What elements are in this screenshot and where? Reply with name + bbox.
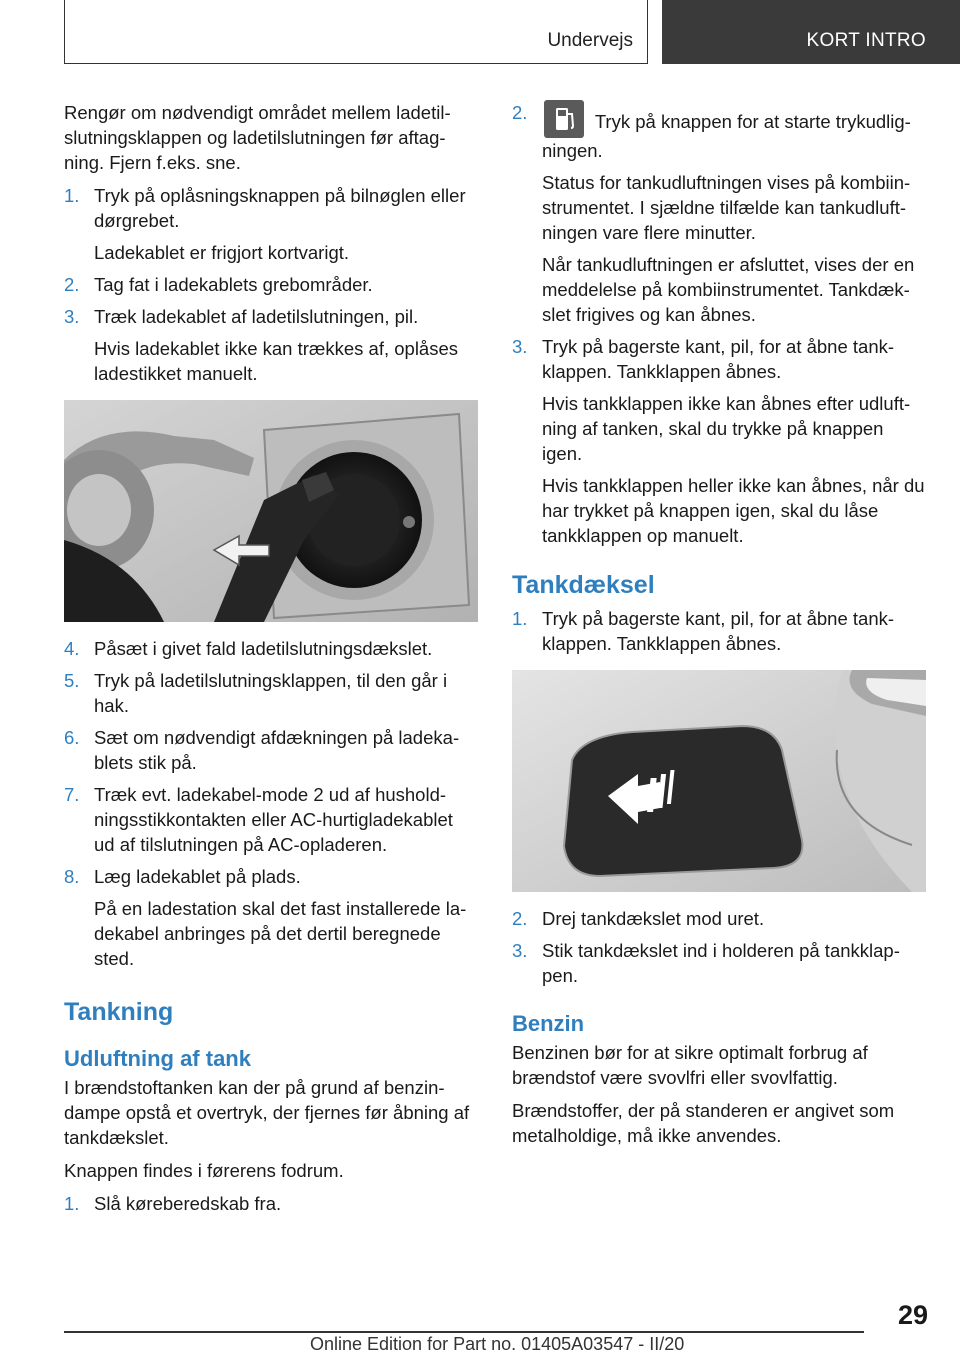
list-item bbox=[512, 606, 926, 656]
charging-connector-photo bbox=[64, 400, 478, 622]
step-number: 3. bbox=[64, 306, 80, 327]
step-number: 1. bbox=[64, 1193, 80, 1214]
heading-udluftning: Udluftning af tank bbox=[64, 1046, 251, 1071]
heading-tankdaeksel: Tankdæksel bbox=[512, 571, 655, 599]
step-number: 2. bbox=[512, 102, 528, 123]
step-number: 1. bbox=[64, 185, 80, 206]
step-number: 4. bbox=[64, 638, 80, 659]
list-item bbox=[64, 183, 478, 233]
step3-notes bbox=[512, 391, 926, 548]
step-text: Sæt om nødvendigt afdækningen på ladekablets stik på. bbox=[94, 727, 460, 773]
heading-tankning: Tankning bbox=[64, 998, 174, 1026]
list-item bbox=[64, 272, 478, 297]
paragraph-button-location: Knappen findes i førerens fodrum. bbox=[64, 1160, 344, 1181]
fuel-pump-button-icon bbox=[544, 100, 584, 138]
footer-divider bbox=[64, 1331, 864, 1333]
list-item bbox=[64, 782, 478, 857]
step-text: Påsæt i givet fald ladetilslutningsdækslet. bbox=[94, 638, 433, 659]
list-item bbox=[512, 906, 926, 931]
step-number: 6. bbox=[64, 727, 80, 748]
step-text: Tryk på knappen for at starte trykudligningen. bbox=[542, 111, 911, 161]
step-text: Slå køreberedskab fra. bbox=[94, 1193, 282, 1214]
list-item bbox=[64, 1191, 478, 1216]
step-number: 1. bbox=[512, 608, 528, 629]
fuel-flap-photo bbox=[512, 670, 926, 892]
steps-list-b bbox=[64, 636, 478, 971]
list-item bbox=[64, 668, 478, 718]
step-number: 2. bbox=[512, 908, 528, 929]
step-text: Tryk på bagerste kant, pil, for at åbne tankklappen. Tankklappen åbnes. bbox=[542, 336, 895, 382]
header-chapter-label: KORT INTRO bbox=[806, 30, 926, 51]
header-section-tab bbox=[64, 0, 648, 64]
steps-list-open bbox=[512, 334, 926, 384]
paragraph-overpressure: I brændstoftanken kan der på grund af benzindampe opstå et overtryk, der fjernes før åbning af tankdækslet. bbox=[64, 1077, 470, 1148]
paragraph-benzin-metal: Brændstoffer, der på standeren er angivet som metalholdige, må ikke anvendes. bbox=[512, 1100, 895, 1146]
step-number: 3. bbox=[512, 940, 528, 961]
step-number: 2. bbox=[64, 274, 80, 295]
step-number: 8. bbox=[64, 866, 80, 887]
steps-list-c bbox=[64, 1191, 478, 1216]
step-text: Tryk på oplåsningsknappen på bilnøglen eller dørgrebet. bbox=[94, 185, 466, 231]
list-item bbox=[64, 864, 478, 889]
right-column bbox=[512, 100, 926, 1156]
list-item bbox=[64, 304, 478, 329]
list-item bbox=[512, 100, 926, 163]
intro-paragraph: Rengør om nødvendigt området mellem ladetilslutningsklappen og ladetilslutningen før aftagning. Fjern f.eks. sne. bbox=[64, 102, 451, 173]
step-text: Tag fat i ladekablets grebområder. bbox=[94, 274, 373, 295]
step-note: Når tankudluftningen er afsluttet, vises der en meddelelse på kombiinstrumentet. Tankdækslet frigives og kan åbnes. bbox=[542, 254, 915, 325]
step-note: Status for tankudluftningen vises på kombiinstrumentet. I sjældne tilfælde kan tankudluftningen vare flere minutter. bbox=[542, 172, 911, 243]
paragraph-benzin-sulfur: Benzinen bør for at sikre optimalt forbrug af brændstof være svovlfri eller svovlfattig. bbox=[512, 1042, 868, 1088]
step-note: Ladekablet er frigjort kortvarigt. bbox=[94, 242, 350, 263]
page-number: 29 bbox=[898, 1300, 929, 1330]
step-text: Træk ladekablet af ladetilslutningen, pil. bbox=[94, 306, 419, 327]
steps-list-venting bbox=[512, 100, 926, 163]
step-number: 7. bbox=[64, 784, 80, 805]
step-text: Træk evt. ladekabel-mode 2 ud af husholdningsstikkontakten eller AC-hurtigladekablet ud af tilslutningen på AC-opladeren. bbox=[94, 784, 453, 855]
left-column bbox=[64, 100, 478, 1223]
steps-list-d bbox=[512, 606, 926, 656]
steps-list-a bbox=[64, 183, 478, 386]
step-note: Hvis tankklappen ikke kan åbnes efter udluftning af tanken, skal du trykke på knappen igen. bbox=[542, 393, 911, 464]
header-chapter-tab bbox=[662, 0, 960, 64]
step-text: Tryk på ladetilslutningsklappen, til den går i hak. bbox=[94, 670, 448, 716]
step-note: Hvis ladekablet ikke kan trækkes af, oplåses ladestikket manuelt. bbox=[94, 338, 459, 384]
step-text: Drej tankdækslet mod uret. bbox=[542, 908, 765, 929]
footer-edition: Online Edition for Part no. 01405A03547 - II/20 bbox=[310, 1334, 685, 1354]
step-note: På en ladestation skal det fast installerede ladekabel anbringes på det dertil beregnede sted. bbox=[94, 898, 467, 969]
step-text: Tryk på bagerste kant, pil, for at åbne tankklappen. Tankklappen åbnes. bbox=[542, 608, 895, 654]
step-number: 3. bbox=[512, 336, 528, 357]
step2-notes bbox=[512, 170, 926, 327]
step-number: 5. bbox=[64, 670, 80, 691]
list-item bbox=[512, 334, 926, 384]
heading-benzin: Benzin bbox=[512, 1011, 585, 1036]
list-item bbox=[64, 725, 478, 775]
step-text: Læg ladekablet på plads. bbox=[94, 866, 301, 887]
header-section-label: Undervejs bbox=[547, 30, 633, 51]
steps-list-e bbox=[512, 906, 926, 988]
step-text: Stik tankdækslet ind i holderen på tankklappen. bbox=[542, 940, 900, 986]
list-item bbox=[512, 938, 926, 988]
step-note: Hvis tankklappen heller ikke kan åbnes, når du har trykket på knappen igen, skal du låse tankklappen op manuelt. bbox=[542, 475, 925, 546]
list-item bbox=[64, 636, 478, 661]
